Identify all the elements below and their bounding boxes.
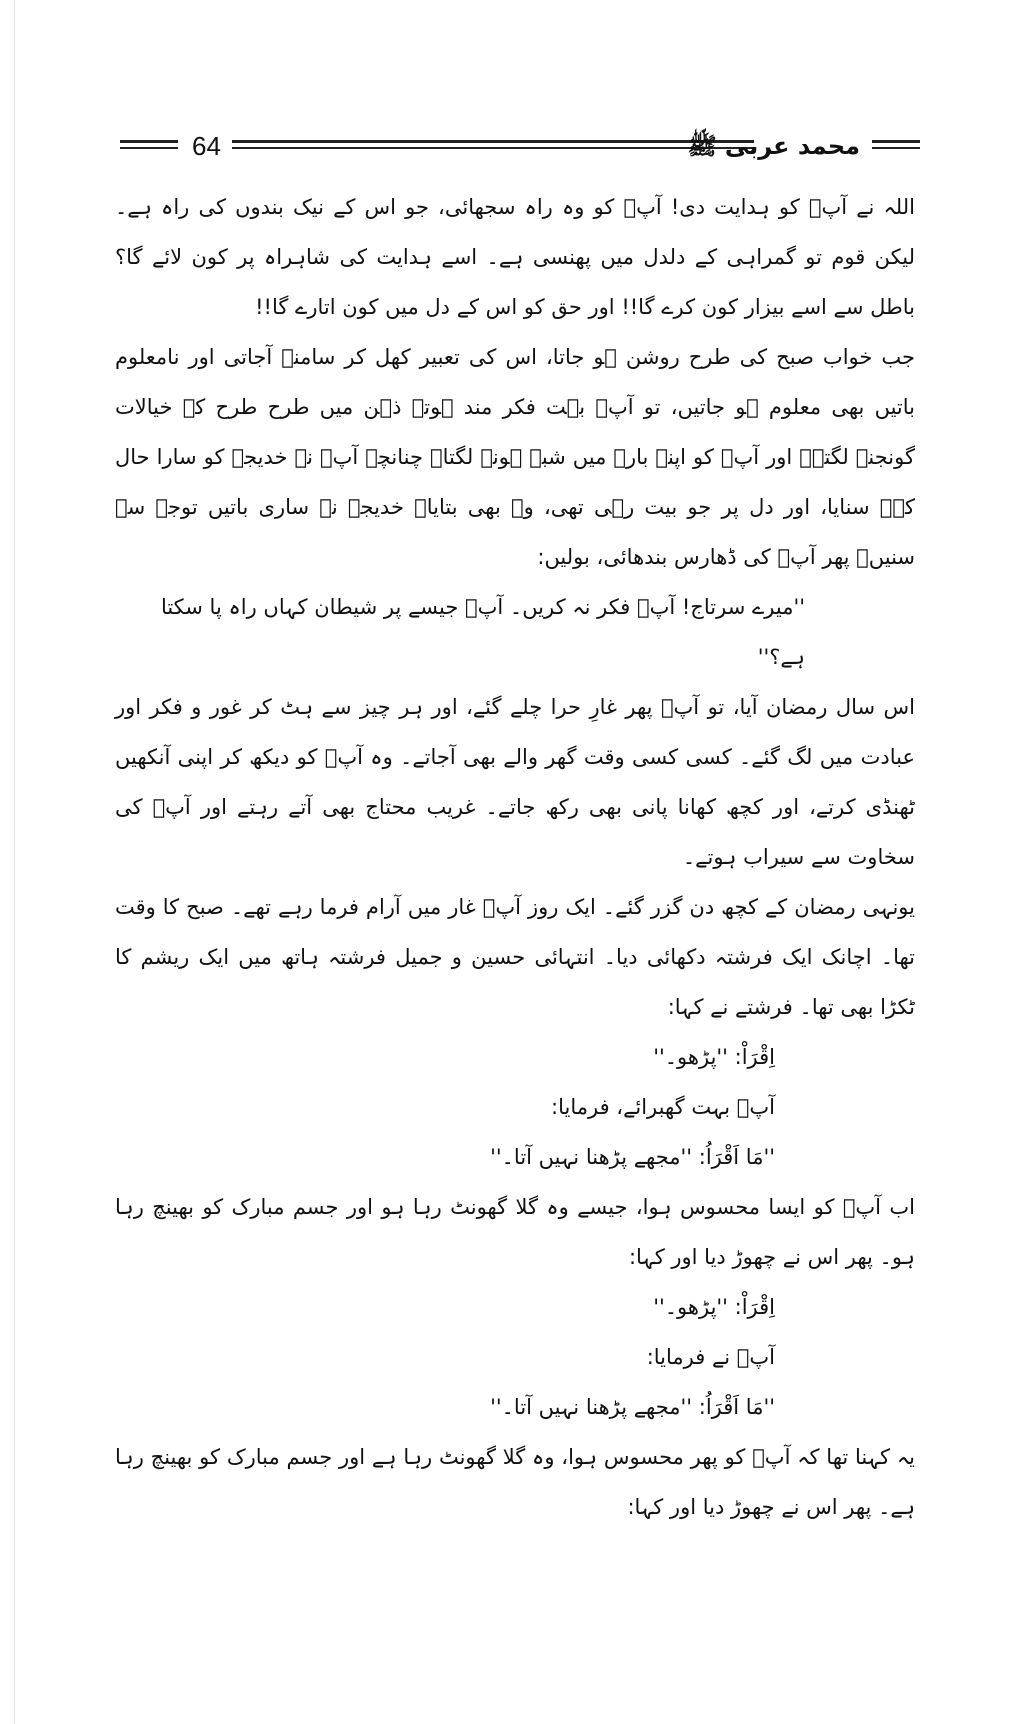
paragraph-4: یونہی رمضان کے کچھ دن گزر گئے۔ ایک روز آپؐ غار میں آرام فرما رہے تھے۔ صبح کا وقت تھا۔ اچانک ایک فرشتہ دکھائی دیا۔ انتہائی حسین و جمیل فرشتہ ہاتھ میں ایک ریشم کا ٹکڑا بھی تھا۔ فرشتے نے کہا: [115,895,915,1019]
narration-1: آپؐ بہت گھبرائے، فرمایا: [551,1095,775,1119]
paragraph-3: اس سال رمضان آیا، تو آپؐ پھر غارِ حرا چلے گئے، اور ہر چیز سے ہٹ کر غور و فکر اور عبادت میں لگ گئے۔ کسی کسی وقت گھر والے بھی آجاتے۔ وہ آپؐ کو دیکھ کر اپنی آنکھیں ٹھنڈی کرتے، اور کچھ کھانا پانی بھی رکھ جاتے۔ غریب محتاج بھی آتے رہتے اور آپؐ کی سخاوت سے سیراب ہوتے۔ [115,695,915,869]
angel-speech-2: اِقْرَاْ: ''پڑھو۔'' [653,1295,775,1319]
page-header [120,128,920,168]
reply-1: ''مَا اَقْرَاُ: ''مجھے پڑھنا نہیں آتا۔'' [490,1145,775,1169]
paragraph-5: اب آپؐ کو ایسا محسوس ہوا، جیسے وہ گلا گھونٹ رہا ہو اور جسم مبارک کو بھینچ رہا ہو۔ پھر اس نے چھوڑ دیا اور کہا: [115,1195,915,1269]
header-rule-left-bottom [120,147,178,149]
narration-2: آپؐ نے فرمایا: [646,1345,775,1369]
header-rule-left-top [120,140,178,143]
body-text [115,182,915,1532]
paragraph-2: جب خواب صبح کی طرح روشن ہو جاتا، اس کی تعبیر کھل کر سامنے آجاتی اور نامعلوم باتیں بھی معلوم ہو جاتیں، تو آپؐ بہت فکر مند ہوتے ذہن میں طرح طرح کے خیالات گونجنے لگتے۔ اور آپؐ کو اپنے بارے میں شبہ ہونے لگتا۔ چنانچہ آپؐ نے خدیجہ کو سارا حال کہہ سنایا، اور دل پر جو بیت رہی تھی، وہ بھی بتایا۔ خدیجہ نے ساری باتیں توجہ سے سنیں۔ پھر آپؐ کی ڈھارس بندھائی، بولیں: [115,345,915,569]
page-number: 64 [192,131,221,161]
header-rule-right-bottom [872,147,920,149]
book-title: محمد عربی ﷺ [687,132,860,160]
reply-2: ''مَا اَقْرَاُ: ''مجھے پڑھنا نہیں آتا۔'' [490,1395,775,1419]
page-edge-line [14,0,15,1724]
header-rule-middle-top [232,140,754,143]
angel-speech-1: اِقْرَاْ: ''پڑھو۔'' [653,1045,775,1069]
paragraph-6: یہ کہنا تھا کہ آپؐ کو پھر محسوس ہوا، وہ گلا گھونٹ رہا ہے اور جسم مبارک کو بھینچ رہا ہے۔ پھر اس نے چھوڑ دیا اور کہا: [115,1445,915,1519]
quote-khadija: ''میرے سرتاج! آپؐ فکر نہ کریں۔ آپؐ جیسے پر شیطان کہاں راہ پا سکتا ہے؟'' [160,595,805,669]
paragraph-1: اللہ نے آپؐ کو ہدایت دی! آپؐ کو وہ راہ سجھائی، جو اس کے نیک بندوں کی راہ ہے۔ لیکن قوم تو گمراہی کے دلدل میں پھنسی ہے۔ اسے ہدایت کی شاہراہ پر کون لائے گا؟ باطل سے اسے بیزار کون کرے گا!! اور حق کو اس کے دل میں کون اتارے گا!! [115,195,915,319]
header-rule-middle-bottom [232,147,754,149]
header-rule-right-top [872,140,920,143]
